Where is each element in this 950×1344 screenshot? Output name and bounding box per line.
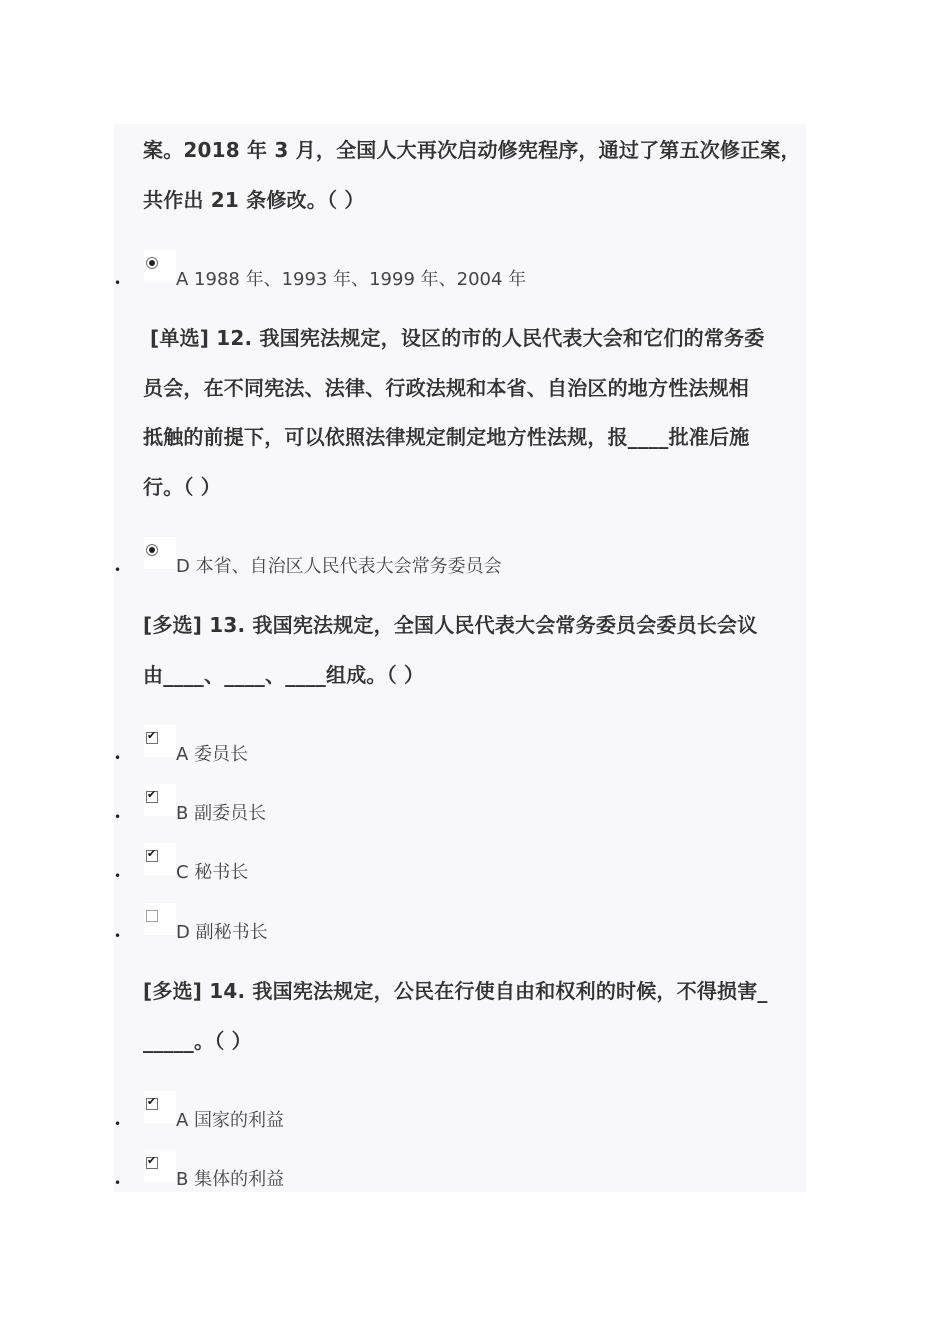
radio-selected-icon[interactable] <box>146 544 158 556</box>
option-label: A 国家的利益 <box>176 1110 285 1131</box>
question-11-text <box>143 126 808 225</box>
option-q12-d[interactable] <box>114 545 806 605</box>
question-13-text <box>143 601 808 700</box>
question-line: 案。2018 年 3 月，全国人大再次启动修宪程序，通过了第五次修正案， <box>143 138 801 162</box>
option-label: D 本省、自治区人民代表大会常务委员会 <box>176 556 502 577</box>
question-line: 抵触的前提下，可以依照法律规定制定地方性法规，报____批准后施 <box>143 425 750 449</box>
option-label: B 副委员长 <box>176 803 267 824</box>
question-line: 由____、____、____组成。（ ） <box>143 662 425 687</box>
option-q11-a[interactable] <box>114 258 806 318</box>
bullet-icon: • <box>114 869 122 883</box>
option-q13-c[interactable] <box>114 851 806 911</box>
option-q14-b[interactable] <box>114 1158 806 1218</box>
checkbox-unchecked-icon[interactable] <box>146 910 158 922</box>
question-line: 共作出 21 条修改。（ ） <box>143 187 365 212</box>
bullet-icon: • <box>114 276 122 290</box>
option-q13-b[interactable] <box>114 792 806 852</box>
checkbox-checked-icon[interactable] <box>146 791 158 803</box>
question-12-text <box>143 314 808 512</box>
question-line: [多选] 14. 我国宪法规定，公民在行使自由和权利的时候，不得损害_ <box>143 979 768 1003</box>
option-q14-a[interactable] <box>114 1099 806 1159</box>
bullet-icon: • <box>114 810 122 824</box>
option-label: A 委员长 <box>176 744 249 765</box>
option-label: C 秘书长 <box>176 862 249 883</box>
question-line: _____。（ ） <box>143 1028 252 1053</box>
question-line: [单选] 12. 我国宪法规定，设区的市的人民代表大会和它们的常务委 <box>150 326 765 350</box>
bullet-icon: • <box>114 563 122 577</box>
option-label: D 副秘书长 <box>176 922 268 943</box>
bullet-icon: • <box>114 929 122 943</box>
checkbox-checked-icon[interactable] <box>146 1157 158 1169</box>
radio-selected-icon[interactable] <box>146 257 158 269</box>
option-q13-d[interactable] <box>114 911 806 971</box>
option-label: B 集体的利益 <box>176 1169 285 1190</box>
checkbox-checked-icon[interactable] <box>146 732 158 744</box>
bullet-icon: • <box>114 1176 122 1190</box>
option-label: A 1988 年、1993 年、1999 年、2004 年 <box>176 269 527 290</box>
option-q13-a[interactable] <box>114 733 806 793</box>
question-line: [多选] 13. 我国宪法规定，全国人民代表大会常务委员会委员长会议 <box>143 613 758 637</box>
bullet-icon: • <box>114 1117 122 1131</box>
question-line: 员会，在不同宪法、法律、行政法规和本省、自治区的地方性法规相 <box>143 375 749 400</box>
checkbox-checked-icon[interactable] <box>146 850 158 862</box>
bullet-icon: • <box>114 751 122 765</box>
checkbox-checked-icon[interactable] <box>146 1098 158 1110</box>
question-line: 行。（ ） <box>143 474 221 499</box>
question-14-text <box>143 967 808 1066</box>
